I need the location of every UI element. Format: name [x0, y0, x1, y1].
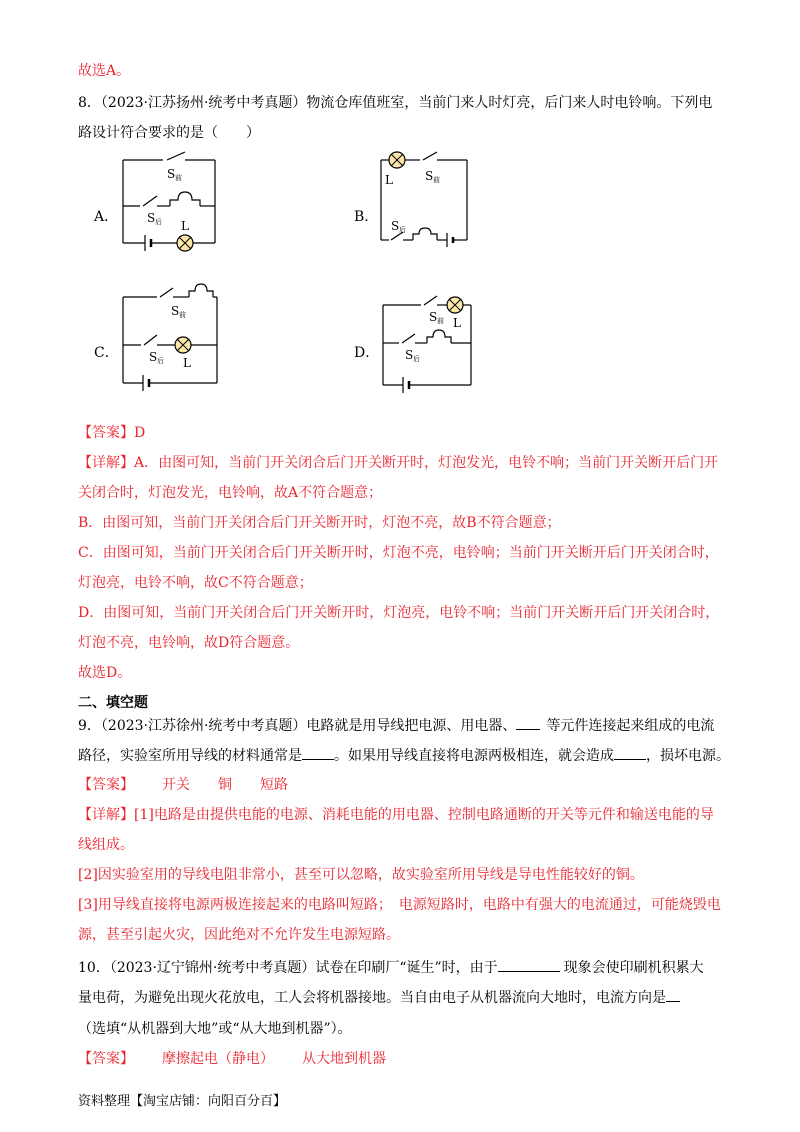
question-9-text-c: 路径，实验室所用导线的材料通常是 [78, 748, 302, 764]
option-b-label: B． [354, 209, 379, 225]
label-back-sub: 后 [399, 226, 406, 234]
label-s: S [147, 211, 156, 225]
question-10-text-b: 现象会使印刷机积累大 [563, 960, 704, 976]
label-lamp: L [385, 173, 393, 187]
question-9-text-e: ，损坏电源。 [646, 748, 730, 764]
label-lamp: L [453, 316, 461, 330]
circuit-d-diagram [375, 285, 485, 395]
section-title: 二、填空题 [78, 695, 148, 711]
question-9-line-1 [78, 715, 714, 736]
detail-8-line-7: 灯泡不亮，电铃响，故D符合题意。 [78, 635, 300, 651]
circuit-a-diagram [115, 148, 225, 258]
question-8-line-1: 8．（2023·江苏扬州·统考中考真题）物流仓库值班室，当前门来人时灯亮，后门来人时电铃响。下列电 [78, 95, 713, 111]
question-9-text-b: 等元件连接起来组成的电流 [546, 718, 715, 734]
detail-8-line-6: D．由图可知，当前门开关闭合后门开关断开时，灯泡亮，电铃不响；当前门开关断开后门开关闭合时， [78, 605, 720, 621]
option-d-label: D． [354, 345, 380, 361]
question-9-text-d: 。如果用导线直接将电源两极相连，就会造成 [334, 748, 614, 764]
answer-8: 【答案】D [78, 425, 146, 441]
conclusion-prev: 故选A。 [78, 63, 131, 79]
detail-8-line-5: 灯泡亮，电铃不响，故C不符合题意； [78, 575, 313, 591]
footer: 资料整理【淘宝店铺：向阳百分百】 [78, 1094, 287, 1109]
label-s: S [149, 350, 158, 364]
blank-2 [302, 745, 334, 760]
blank-4 [498, 957, 560, 972]
blank-1 [516, 715, 540, 730]
circuit-c-diagram [115, 283, 225, 393]
circuit-b-diagram [375, 148, 475, 248]
detail-8-line-4: C．由图可知，当前门开关闭合后门开关断开时，灯泡不亮，电铃响；当前门开关断开后门开关闭合时， [78, 545, 719, 561]
label-back-sub: 后 [155, 218, 162, 226]
label-lamp: L [183, 356, 191, 370]
question-10-text-a: 10．（2023·辽宁锦州·统考中考真题）试卷在印刷厂“诞生”时，由于 [78, 960, 498, 976]
label-s: S [429, 310, 438, 324]
detail-8-line-2: 关闭合时，灯泡发光，电铃响，故A不符合题意； [78, 485, 383, 501]
question-10-text-c: 量电荷，为避免出现火花放电，工人会将机器接地。当自由电子从机器流向大地时，电流方向是 [78, 990, 666, 1006]
answer-9-label: 【答案】 [78, 777, 134, 793]
label-front-sub: 前 [433, 176, 440, 184]
option-a-label: A． [94, 209, 119, 225]
blank-5 [666, 987, 680, 1002]
answer-10-label: 【答案】 [78, 1051, 134, 1067]
label-s: S [167, 167, 176, 181]
question-10-line-3: （选填“从机器到大地”或“从大地到机器”）。 [78, 1021, 352, 1037]
blank-3 [614, 745, 646, 760]
detail-8-line-8: 故选D。 [78, 665, 132, 681]
label-back-sub: 后 [157, 357, 164, 365]
detail-9-line-2: 线组成。 [78, 837, 134, 853]
label-front-sub: 前 [437, 317, 444, 325]
detail-8-line-3: B．由图可知，当前门开关闭合后门开关断开时，灯泡不亮，故B不符合题意； [78, 515, 561, 531]
detail-9-line-1: 【详解】[1]电路是由提供电能的电源、消耗电能的用电器、控制电路通断的开关等元件和输送电能的导 [78, 807, 714, 823]
answer-9-1: 开关 [162, 777, 190, 793]
question-10-line-1 [78, 957, 704, 978]
answer-10-1: 摩擦起电（静电） [162, 1051, 274, 1067]
detail-9-line-5: 源，甚至引起火灾，因此绝对不允许发生电源短路。 [78, 927, 400, 943]
label-front-sub: 前 [179, 311, 186, 319]
label-s: S [391, 219, 400, 233]
answer-9 [78, 775, 288, 795]
label-back-sub: 后 [413, 355, 420, 363]
label-front-sub: 前 [175, 174, 182, 182]
label-s: S [405, 348, 414, 362]
label-s: S [425, 169, 434, 183]
answer-9-3: 短路 [260, 777, 288, 793]
question-10-line-2 [78, 987, 680, 1008]
label-lamp: L [181, 219, 189, 233]
label-s: S [171, 304, 180, 318]
answer-10-2: 从大地到机器 [302, 1051, 386, 1067]
detail-8-line-1: 【详解】A．由图可知，当前门开关闭合后门开关断开时，灯泡发光，电铃不响；当前门开关断开后门开 [78, 455, 719, 471]
detail-9-line-4: [3]用导线直接将电源两极连接起来的电路叫短路； 电源短路时，电路中有强大的电流通过，可能烧毁电 [78, 897, 721, 913]
detail-9-line-3: [2]因实验室用的导线电阻非常小，甚至可以忽略，故实验室所用导线是导电性能较好的铜。 [78, 867, 644, 883]
answer-10 [78, 1049, 386, 1069]
answer-9-2: 铜 [218, 777, 232, 793]
question-8-line-2: 路设计符合要求的是（ ） [78, 125, 260, 141]
option-c-label: C． [94, 345, 119, 361]
question-9-text-a: 9．（2023·江苏徐州·统考中考真题）电路就是用导线把电源、用电器、 [78, 718, 517, 734]
question-9-line-2 [78, 745, 730, 766]
